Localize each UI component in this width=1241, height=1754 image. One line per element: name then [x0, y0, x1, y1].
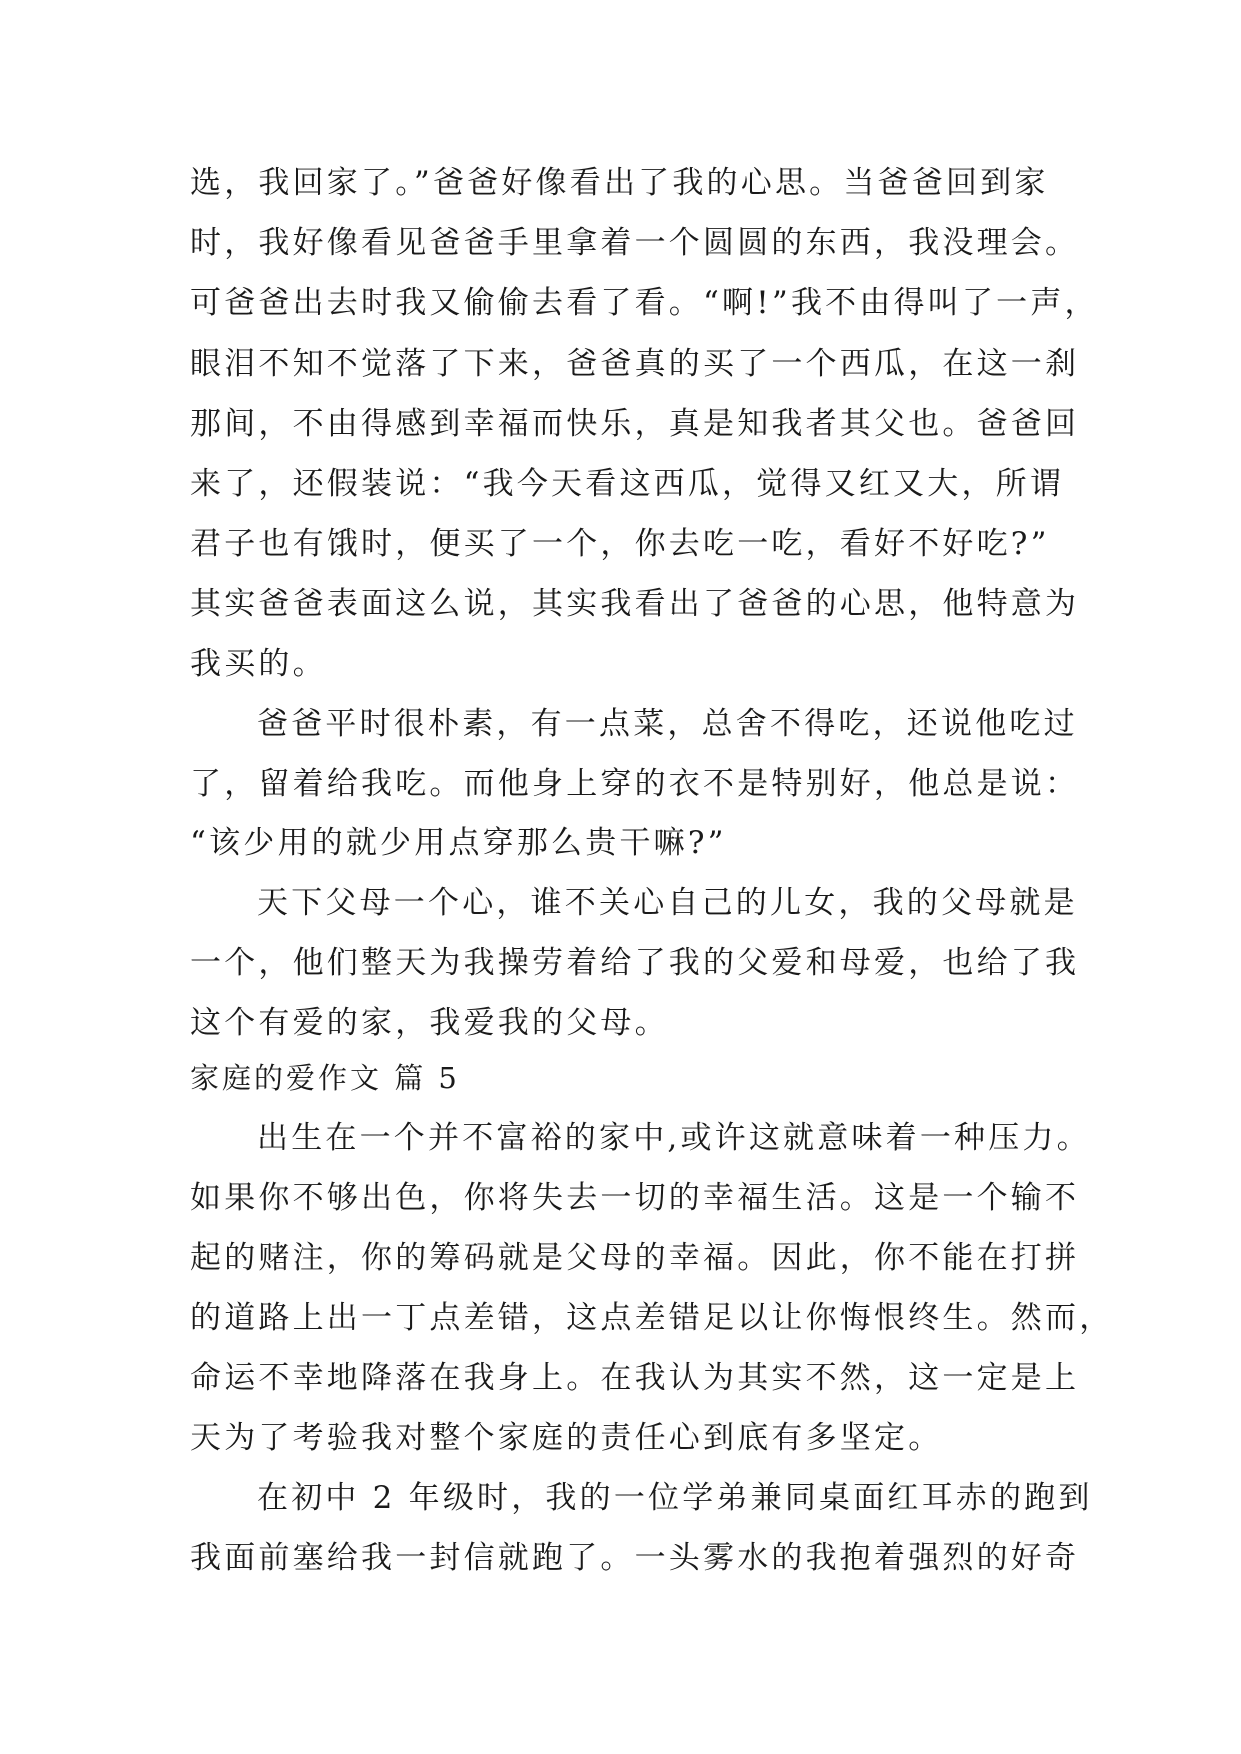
text-line: 的道路上出一丁点差错，这点差错足以让你悔恨终生。然而， [190, 1300, 1114, 1336]
text-line: 我买的。 [190, 646, 327, 682]
text-line: 这个有爱的家，我爱我的父母。 [190, 1005, 669, 1041]
text-line: 可爸爸出去时我又偷偷去看了看。“啊!”我不由得叫了一声， [190, 285, 1099, 321]
text-line: 如果你不够出色，你将失去一切的幸福生活。这是一个输不 [190, 1180, 1080, 1216]
paragraph-first-line: 在初中 2 年级时，我的一位学弟兼同桌面红耳赤的跑到 [257, 1480, 1093, 1516]
text-line: 时，我好像看见爸爸手里拿着一个圆圆的东西，我没理会。 [190, 225, 1080, 261]
text-line: 天为了考验我对整个家庭的责任心到底有多坚定。 [190, 1420, 943, 1456]
text-line: 起的赌注，你的筹码就是父母的幸福。因此，你不能在打拼 [190, 1240, 1080, 1276]
text-line: 选，我回家了。”爸爸好像看出了我的心思。当爸爸回到家 [190, 165, 1049, 201]
text-line: 一个，他们整天为我操劳着给了我的父爱和母爱，也给了我 [190, 945, 1080, 981]
text-line: 来了，还假装说：“我今天看这西瓜，觉得又红又大，所谓 [190, 466, 1065, 502]
text-line: 命运不幸地降落在我身上。在我认为其实不然，这一定是上 [190, 1360, 1080, 1396]
text-line: 其实爸爸表面这么说，其实我看出了爸爸的心思，他特意为 [190, 586, 1080, 622]
text-line: 我面前塞给我一封信就跑了。一头雾水的我抱着强烈的好奇 [190, 1540, 1080, 1576]
text-line: “该少用的就少用点穿那么贵干嘛?” [190, 825, 727, 861]
paragraph-first-line: 天下父母一个心，谁不关心自己的儿女，我的父母就是 [257, 885, 1078, 921]
paragraph-first-line: 爸爸平时很朴素，有一点菜，总舍不得吃，还说他吃过 [257, 706, 1078, 742]
text-line: 那间，不由得感到幸福而快乐，真是知我者其父也。爸爸回 [190, 406, 1080, 442]
text-line: 眼泪不知不觉落了下来，爸爸真的买了一个西瓜，在这一刹 [190, 346, 1080, 382]
section-heading: 家庭的爱作文 篇 5 [190, 1061, 460, 1095]
text-line: 了，留着给我吃。而他身上穿的衣不是特别好，他总是说： [190, 766, 1080, 802]
text-line: 君子也有饿时，便买了一个，你去吃一吃，看好不好吃?” [190, 526, 1050, 562]
paragraph-first-line: 出生在一个并不富裕的家中,或许这就意味着一种压力。 [257, 1120, 1091, 1156]
